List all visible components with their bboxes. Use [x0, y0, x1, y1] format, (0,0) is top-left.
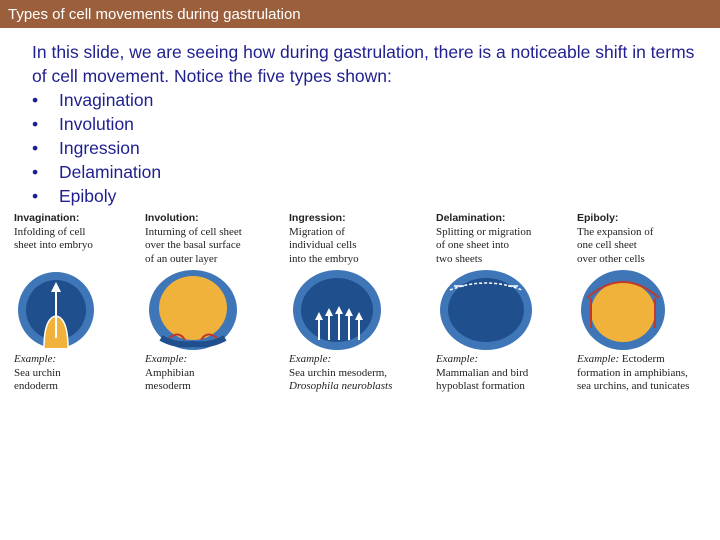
bullet-invagination: • Invagination	[32, 88, 702, 112]
invagination-embryo-diagram	[14, 268, 98, 352]
panel-desc-line: individual cells	[289, 239, 357, 251]
panel-title: Invagination:	[14, 212, 80, 224]
panel-desc-line: Inturning of cell sheet	[145, 225, 242, 238]
panel-title: Epiboly:	[577, 212, 619, 224]
panel-desc-line: The expansion of	[577, 225, 654, 238]
panel-title: Delamination:	[436, 212, 506, 224]
panel-desc-line: over the basal surface	[145, 239, 241, 251]
ingression-embryo-diagram	[289, 268, 385, 352]
panel-title: Involution:	[145, 212, 199, 224]
panel-example: Example: Sea urchin mesoderm, Drosophila neuroblasts	[289, 353, 393, 392]
epiboly-embryo-diagram	[577, 268, 669, 352]
slide-title: Types of cell movements during gastrulation	[8, 6, 301, 23]
panel-desc-line: into the embryo	[289, 252, 359, 265]
slide-title-bar	[0, 0, 720, 28]
panel-example: Example: Ectoderm formation in amphibians, sea urchins, and tunicates	[577, 353, 690, 392]
panel-desc-line: of one sheet into	[436, 239, 510, 251]
panel-ingression	[289, 212, 429, 397]
panel-delamination	[436, 212, 576, 397]
delamination-embryo-diagram	[436, 268, 536, 352]
panel-example: Example: Mammalian and bird hypoblast formation	[436, 353, 529, 392]
panel-desc-line: one cell sheet	[577, 239, 637, 251]
panel-desc-line: over other cells	[577, 252, 645, 265]
panel-desc-line: Splitting or migration	[436, 225, 532, 238]
bullet-ingression: • Ingression	[32, 136, 702, 160]
panel-desc-line: Migration of	[289, 225, 345, 238]
panel-involution	[145, 212, 285, 397]
panel-desc-line: sheet into embryo	[14, 239, 93, 251]
intro-text-block	[32, 40, 702, 208]
panel-title: Ingression:	[289, 212, 346, 224]
panel-desc-line: two sheets	[436, 252, 483, 265]
bullet-involution: • Involution	[32, 112, 702, 136]
intro-paragraph: In this slide, we are seeing how during gastrulation, there is a noticeable shift in terms of cell movement. Notice the five types shown:	[32, 42, 695, 86]
involution-embryo-diagram	[145, 268, 241, 352]
bullet-list	[32, 88, 702, 208]
panel-invagination	[14, 212, 154, 397]
panel-epiboly	[577, 212, 717, 397]
panel-example: Example: Sea urchin endoderm	[14, 353, 61, 392]
bullet-epiboly: • Epiboly	[32, 184, 702, 208]
panel-desc-line: of an outer layer	[145, 252, 218, 265]
bullet-delamination: • Delamination	[32, 160, 702, 184]
panel-example: Example: Amphibian mesoderm	[145, 353, 195, 392]
panel-desc-line: Infolding of cell	[14, 225, 86, 238]
